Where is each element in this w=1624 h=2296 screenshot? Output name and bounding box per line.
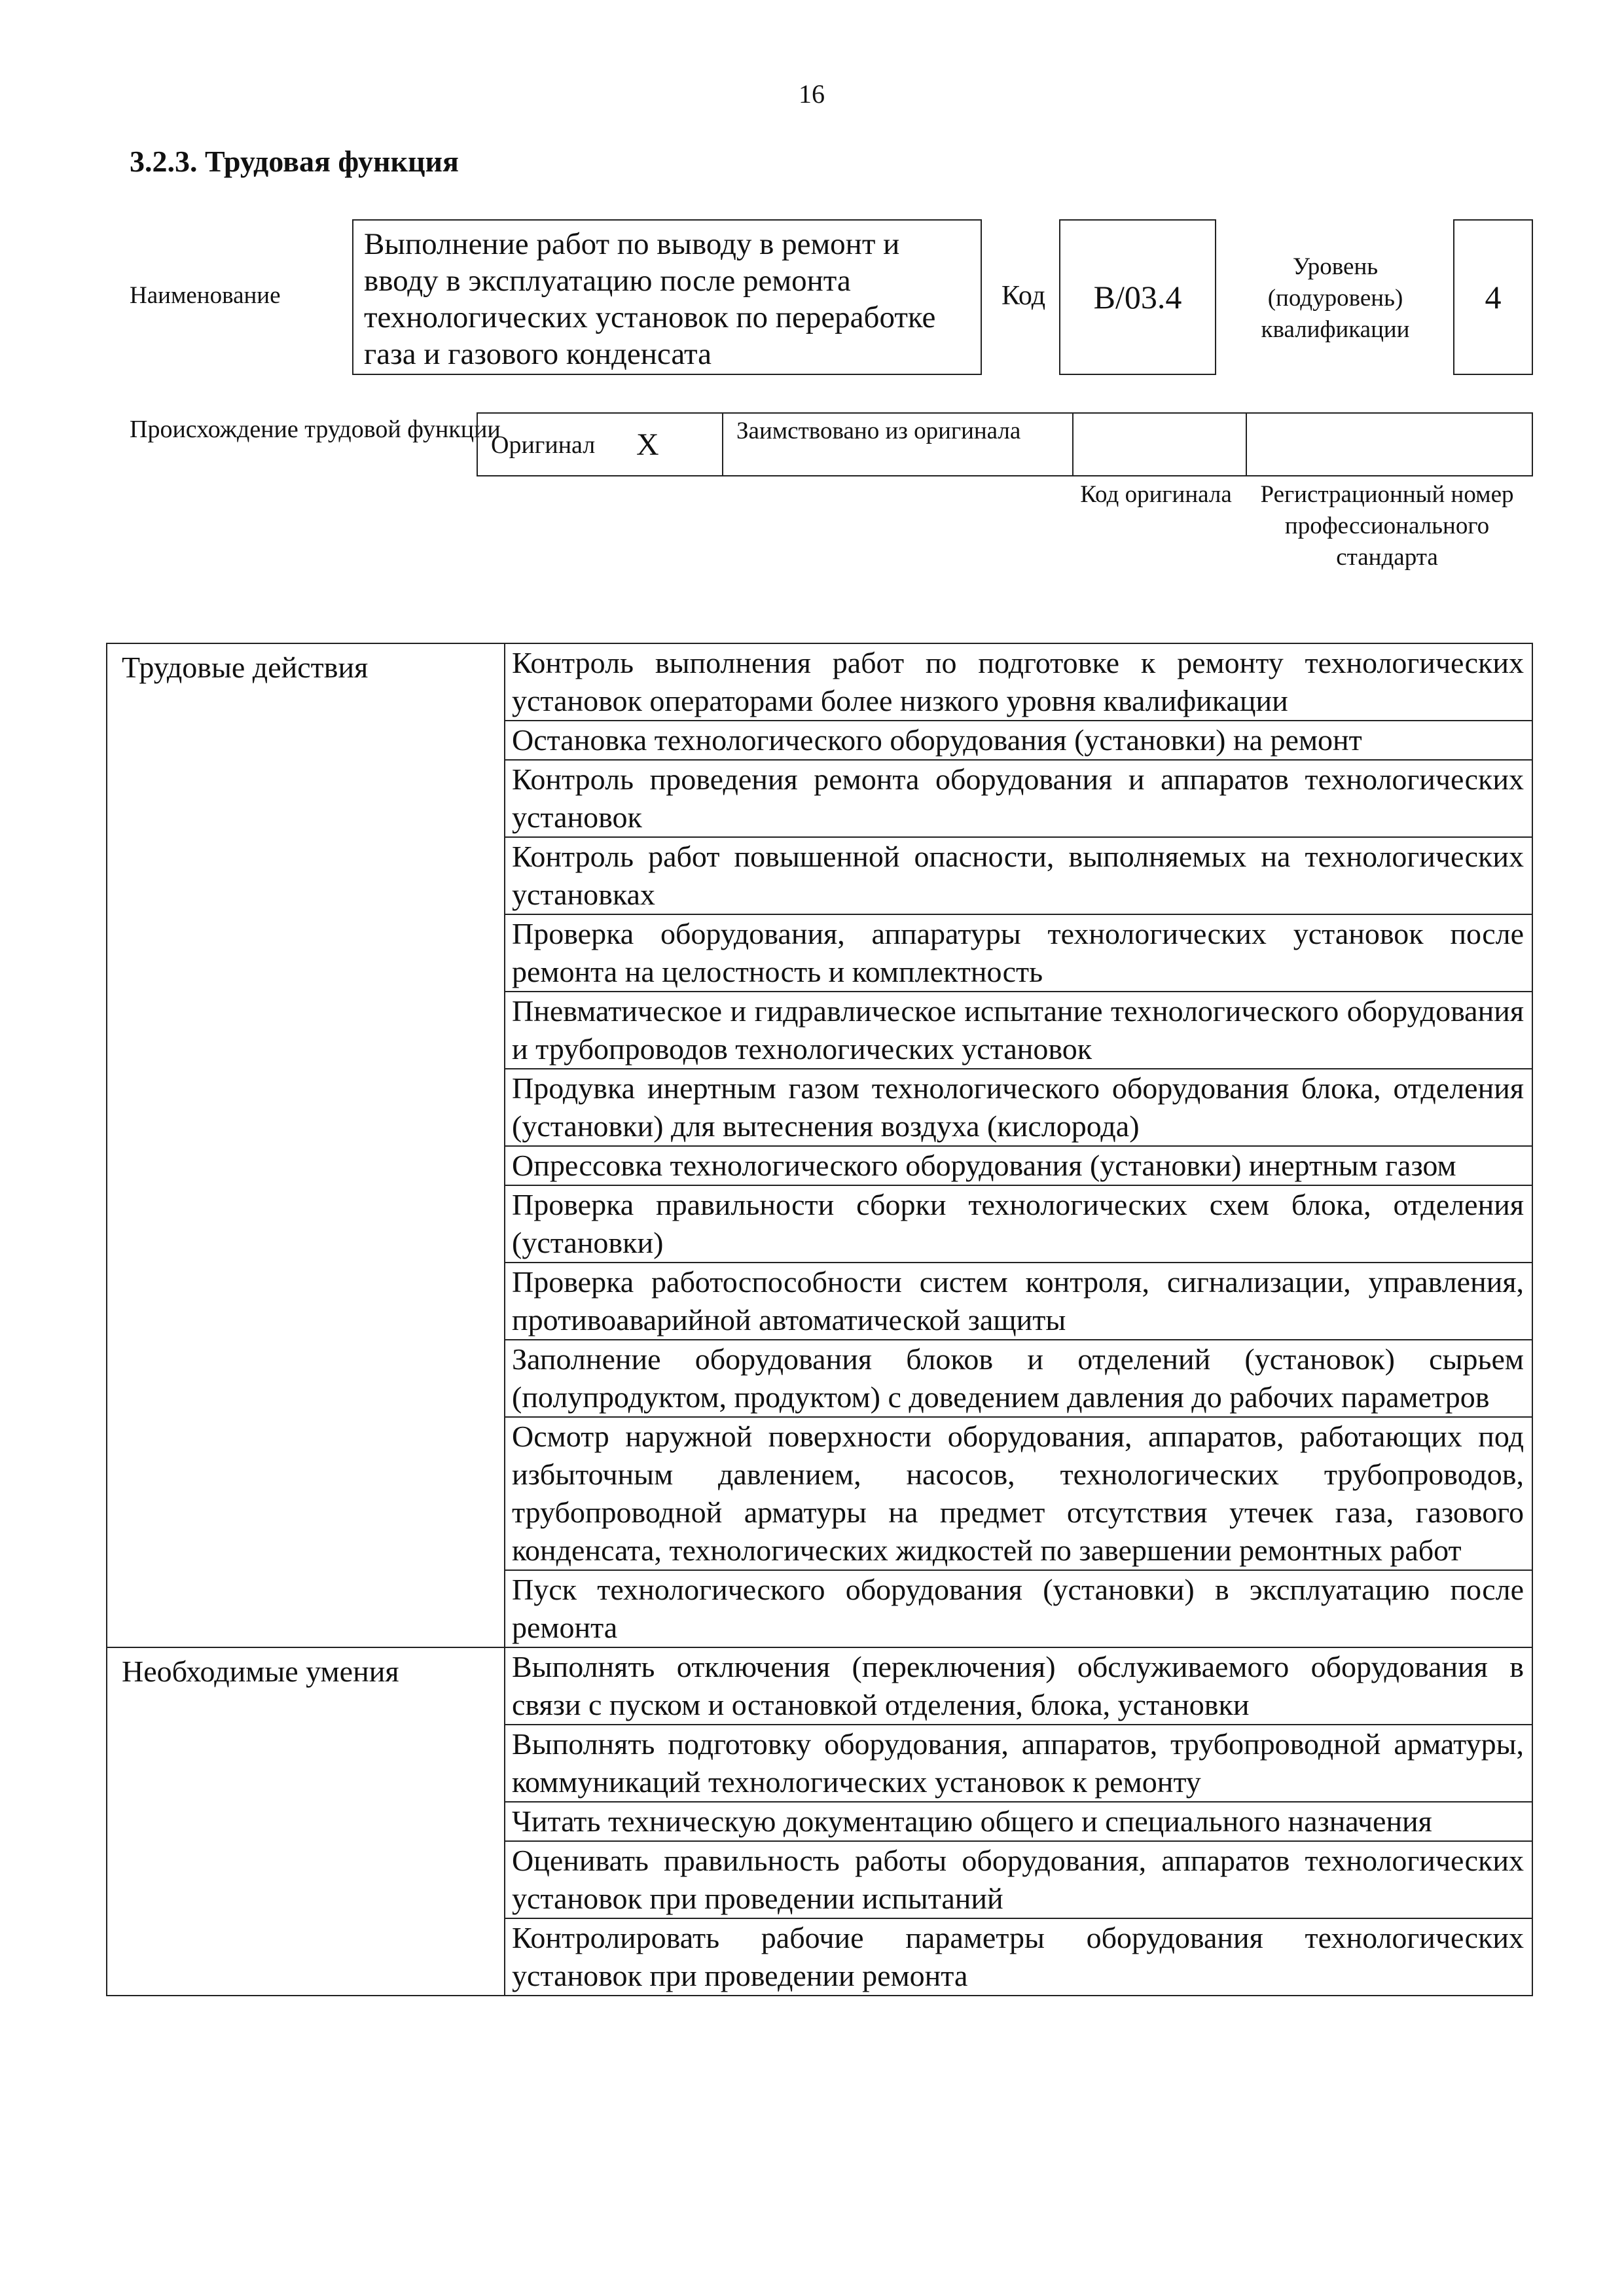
origin-reg-number-cell bbox=[1247, 414, 1532, 475]
function-name-box bbox=[352, 219, 982, 375]
table-row bbox=[107, 643, 1532, 721]
labor-actions-item: Пневматическое и гидравлическое испытание технологического оборудования и трубопроводов технологических установок bbox=[505, 992, 1532, 1069]
labor-actions-item: Контроль выполнения работ по подготовке к ремонту технологических установок операторами более низкого уровня квалификации bbox=[505, 643, 1532, 721]
section-title: 3.2.3. Трудовая функция bbox=[130, 145, 459, 178]
code-original-caption: Код оригинала bbox=[1080, 481, 1232, 508]
name-label: Наименование bbox=[130, 282, 281, 309]
labor-actions-item: Пуск технологического оборудования (установки) в эксплуатацию после ремонта bbox=[505, 1570, 1532, 1647]
origin-original-cell bbox=[478, 414, 723, 475]
code-label: Код bbox=[1001, 281, 1046, 311]
labor-actions-item: Контроль работ повышенной опасности, выполняемых на технологических установках bbox=[505, 837, 1532, 914]
table-row bbox=[107, 1647, 1532, 1725]
labor-actions-item: Заполнение оборудования блоков и отделений (установок) сырьем (полупродуктом, продуктом) с доведением давления до рабочих параметров bbox=[505, 1340, 1532, 1417]
original-label: Оригинал bbox=[491, 431, 596, 459]
level-value: 4 bbox=[1485, 279, 1502, 315]
labor-actions-label: Трудовые действия bbox=[107, 643, 505, 1647]
labor-actions-item: Опрессовка технологического оборудования (установки) инертным газом bbox=[505, 1146, 1532, 1185]
level-label: Уровень (подуровень) квалификации bbox=[1261, 253, 1410, 343]
required-skills-label: Необходимые умения bbox=[107, 1647, 505, 1996]
required-skills-item: Выполнять подготовку оборудования, аппаратов, трубопроводной арматуры, коммуникаций технологических установок к ремонту bbox=[505, 1725, 1532, 1802]
borrowed-label: Заимствовано из оригинала bbox=[736, 418, 1021, 444]
labor-actions-item: Проверка работоспособности систем контроля, сигнализации, управления, противоаварийной автоматической защиты bbox=[505, 1263, 1532, 1340]
level-box bbox=[1453, 219, 1533, 375]
origin-borrowed-cell bbox=[723, 414, 1074, 475]
required-skills-item: Читать техническую документацию общего и специального назначения bbox=[505, 1802, 1532, 1841]
required-skills-item: Контролировать рабочие параметры оборудования технологических установок при проведении ремонта bbox=[505, 1918, 1532, 1996]
required-skills-item: Выполнять отключения (переключения) обслуживаемого оборудования в связи с пуском и остановкой отделения, блока, установки bbox=[505, 1647, 1532, 1725]
labor-actions-item: Проверка оборудования, аппаратуры технологических установок после ремонта на целостность и комплектность bbox=[505, 914, 1532, 992]
labor-actions-item: Осмотр наружной поверхности оборудования, аппаратов, работающих под избыточным давлением, насосов, технологических трубопроводов, трубопроводной арматуры на предмет отсутствия утечек газа, газового конденсата, технологических жидкостей по завершении ремонтных работ bbox=[505, 1417, 1532, 1570]
labor-actions-item: Остановка технологического оборудования (установки) на ремонт bbox=[505, 721, 1532, 760]
reg-number-caption: Регистрационный номер профессионального стандарта bbox=[1260, 481, 1514, 571]
page-number: 16 bbox=[799, 79, 825, 109]
function-name-text: Выполнение работ по выводу в ремонт и вводу в эксплуатацию после ремонта технологических установок по переработке газа и газового конденсата bbox=[364, 227, 936, 371]
original-mark: X bbox=[636, 427, 659, 462]
labor-actions-item: Проверка правильности сборки технологических схем блока, отделения (установки) bbox=[505, 1185, 1532, 1263]
origin-code-cell bbox=[1074, 414, 1247, 475]
labor-actions-item: Продувка инертным газом технологического оборудования блока, отделения (установки) для вытеснения воздуха (кислорода) bbox=[505, 1069, 1532, 1146]
labor-actions-item: Контроль проведения ремонта оборудования и аппаратов технологических установок bbox=[505, 760, 1532, 837]
origin-label: Происхождение трудовой функции bbox=[130, 416, 501, 443]
origin-row bbox=[477, 412, 1533, 476]
function-table bbox=[106, 643, 1533, 1996]
required-skills-item: Оценивать правильность работы оборудования, аппаратов технологических установок при проведении испытаний bbox=[505, 1841, 1532, 1918]
code-value: В/03.4 bbox=[1093, 279, 1182, 315]
code-box bbox=[1059, 219, 1216, 375]
